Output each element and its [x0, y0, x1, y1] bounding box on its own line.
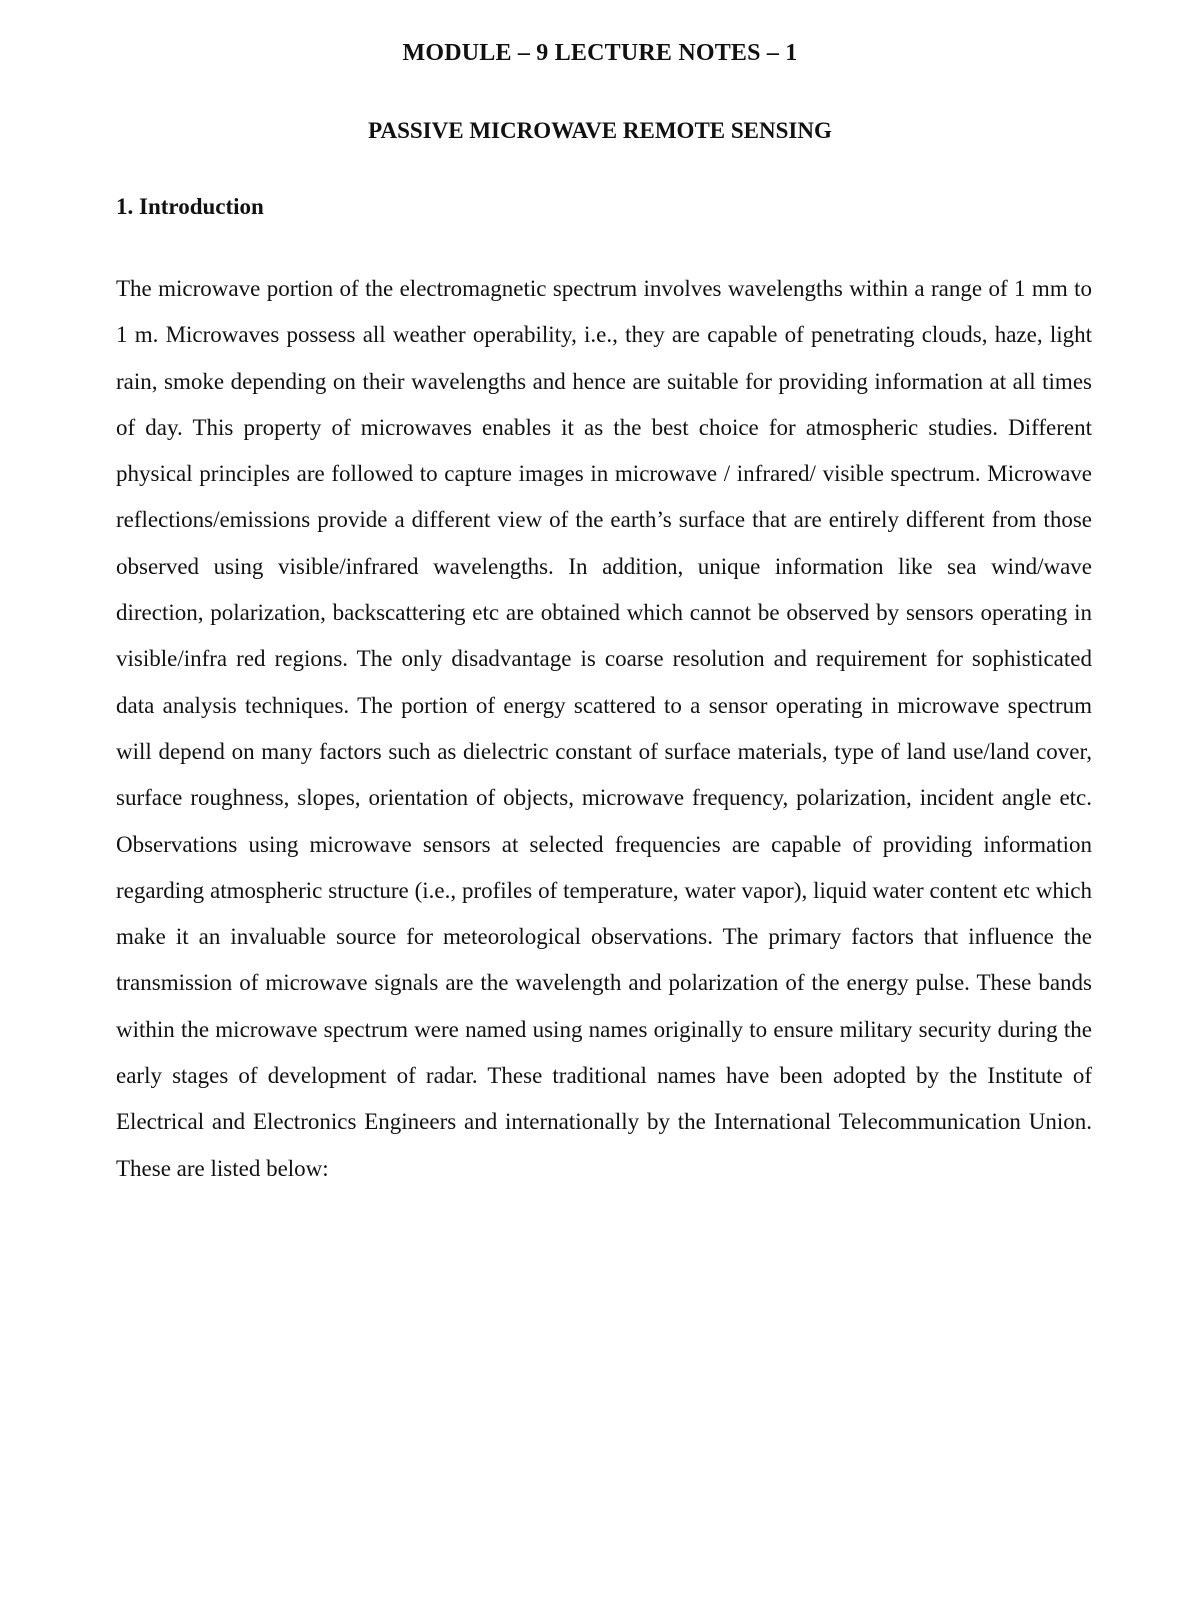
section-heading: 1. Introduction: [116, 194, 264, 219]
body-paragraph: The microwave portion of the electromagnetic spectrum involves wavelengths within a range of 1 mm to 1 m. Microwaves possess all weather operability, i.e., they are capable of penetrating clouds, haze, light rain, smoke depending on their wavelengths and hence are suitable for providing information at all times of day. This property of microwaves enables it as the best choice for atmospheric studies. Different physical principles are followed to capture images in microwave / infrared/ visible spectrum. Microwave reflections/emissions provide a different view of the earth’s surface that are entirely different from those observed using visible/infrared wavelengths. In addition, unique information like sea wind/wave direction, polarization, backscattering etc are obtained which cannot be observed by sensors operating in visible/infra red regions. The only disadvantage is coarse resolution and requirement for sophisticated data analysis techniques. The portion of energy scattered to a sensor operating in microwave spectrum will depend on many factors such as dielectric constant of surface materials, type of land use/land cover, surface roughness, slopes, orientation of objects, microwave frequency, polarization, incident angle etc. Observations using microwave sensors at selected frequencies are capable of providing information regarding atmospheric structure (i.e., profiles of temperature, water vapor), liquid water content etc which make it an invaluable source for meteorological observations. The primary factors that influence the transmission of microwave signals are the wavelength and polarization of the energy pulse. These bands within the microwave spectrum were named using names originally to ensure military security during the early stages of development of radar. These traditional names have been adopted by the Institute of Electrical and Electronics Engineers and internationally by the International Telecommunication Union. These are listed below:: [116, 276, 1092, 1181]
module-title: MODULE – 9 LECTURE NOTES – 1: [402, 40, 798, 66]
page-title: PASSIVE MICROWAVE REMOTE SENSING: [368, 118, 832, 143]
